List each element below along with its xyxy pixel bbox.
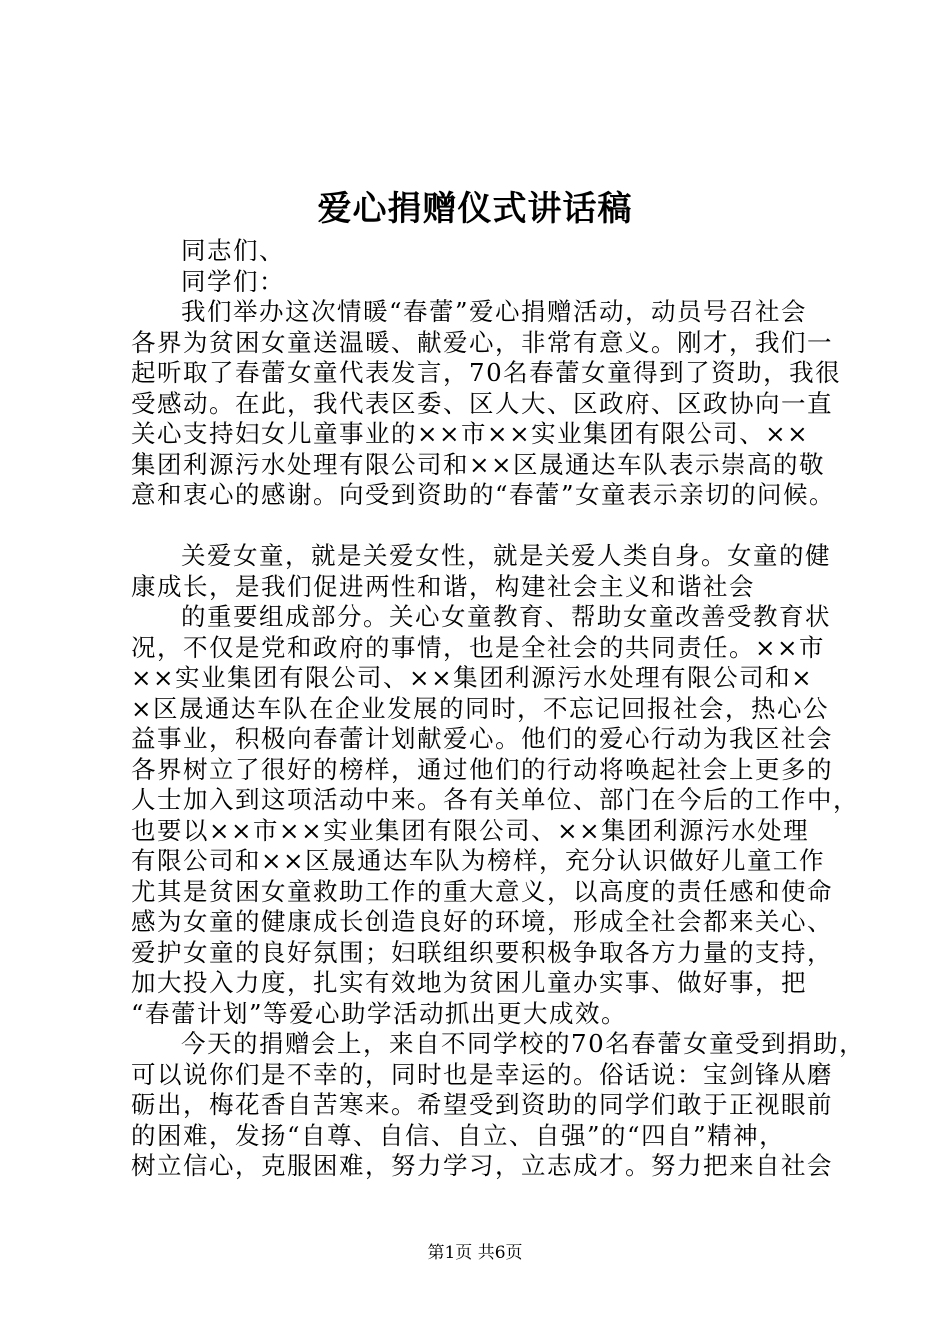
body-line: 我们举办这次情暖“春蕾”爱心捐赠活动，动员号召社会 bbox=[181, 297, 808, 326]
body-line: 各界为贫困女童送温暖、献爱心，非常有意义。刚才，我们一 bbox=[131, 327, 833, 357]
body-line: ××实业集团有限公司、××集团利源污水处理有限公司和× bbox=[131, 663, 814, 692]
body-line: 感为女童的健康成长创造良好的环境，形成全社会都来关心、 bbox=[131, 907, 833, 936]
body-line: 今天的捐赠会上，来自不同学校的70名春蕾女童受到捐助， bbox=[181, 1029, 866, 1058]
body-line: 加大投入力度，扎实有效地为贫困儿童办实事、做好事，把 bbox=[131, 968, 807, 997]
body-line: 可以说你们是不幸的，同时也是幸运的。俗话说：宝剑锋从磨 bbox=[131, 1059, 833, 1089]
body-line: 的重要组成部分。关心女童教育、帮助女童改善受教育状 bbox=[181, 602, 831, 631]
body-line: 集团利源污水处理有限公司和××区晟通达车队表示崇高的敬 bbox=[131, 449, 826, 479]
body-line: 康成长，是我们促进两性和谐，构建社会主义和谐社会 bbox=[131, 571, 755, 601]
body-line: 关心支持妇女儿童事业的××市××实业集团有限公司、×× bbox=[131, 419, 810, 448]
body-line: 关爱女童，就是关爱女性，就是关爱人类自身。女童的健 bbox=[181, 541, 831, 570]
body-line: 益事业，积极向春蕾计划献爱心。他们的爱心行动为我区社会 bbox=[131, 724, 833, 753]
body-line: 树立信心，克服困难，努力学习，立志成才。努力把来自社会 bbox=[131, 1151, 833, 1180]
page-number-footer: 第1页 共6页 bbox=[427, 1243, 523, 1263]
body-line: ×区晟通达车队在企业发展的同时，不忘记回报社会，热心公 bbox=[131, 693, 830, 723]
body-line: 意和衷心的感谢。向受到资助的“春蕾”女童表示亲切的问候。 bbox=[131, 480, 836, 509]
body-line: 人士加入到这项活动中来。各有关单位、部门在今后的工作中， bbox=[131, 785, 859, 814]
body-line: 各界树立了很好的榜样，通过他们的行动将唤起社会上更多的 bbox=[131, 754, 833, 784]
document-body bbox=[131, 236, 866, 1182]
body-line: “春蕾计划”等爱心助学活动抓出更大成效。 bbox=[131, 998, 628, 1028]
paragraph-gap bbox=[131, 511, 841, 542]
document-title: 爱心捐赠仪式讲话稿 bbox=[317, 189, 633, 229]
body-line: 爱护女童的良好氛围；妇联组织要积极争取各方力量的支持， bbox=[131, 937, 833, 967]
body-line: 同志们、 bbox=[181, 236, 285, 265]
body-line: 起听取了春蕾女童代表发言，70名春蕾女童得到了资助，我很 bbox=[131, 358, 842, 387]
body-line: 同学们： bbox=[181, 266, 285, 296]
body-line: 有限公司和××区晟通达车队为榜样，充分认识做好儿童工作 bbox=[131, 846, 826, 875]
body-line: 砺出，梅花香自苦寒来。希望受到资助的同学们敢于正视眼前 bbox=[131, 1090, 833, 1119]
body-line: 受感动。在此，我代表区委、区人大、区政府、区政协向一直 bbox=[131, 388, 833, 418]
body-line: 的困难，发扬“自尊、自信、自立、自强”的“四自”精神， bbox=[131, 1120, 786, 1150]
body-line: 尤其是贫困女童救助工作的重大意义，以高度的责任感和使命 bbox=[131, 876, 833, 906]
body-line: 况，不仅是党和政府的事情，也是全社会的共同责任。××市 bbox=[131, 632, 826, 662]
body-line: 也要以××市××实业集团有限公司、××集团利源污水处理 bbox=[131, 815, 810, 845]
